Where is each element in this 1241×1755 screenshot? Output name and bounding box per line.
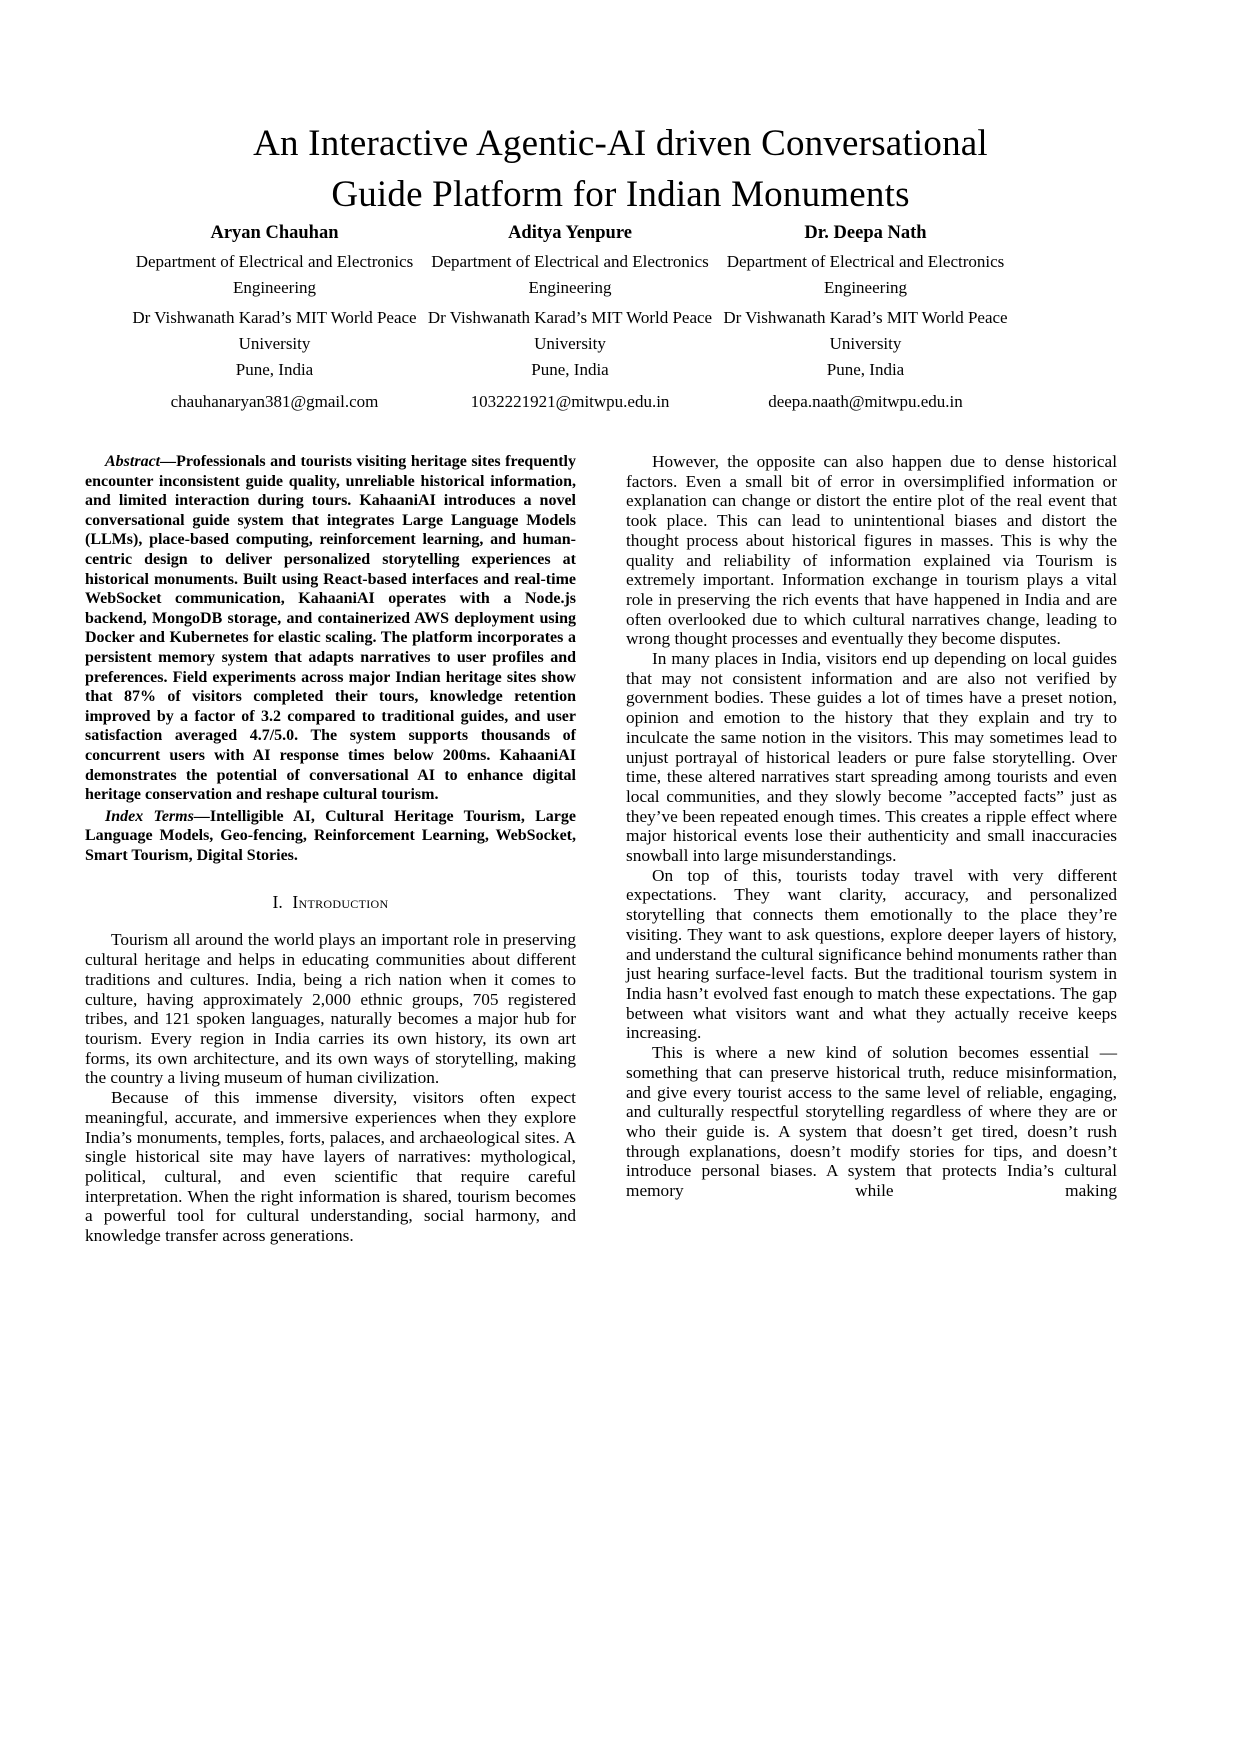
author-university: Dr Vishwanath Karad’s MIT World Peace University [427, 308, 713, 353]
author-location: Pune, India [531, 360, 609, 379]
author-email: 1032221921@mitwpu.edu.in [470, 392, 670, 411]
author-university: Dr Vishwanath Karad’s MIT World Peace University [723, 308, 1008, 353]
author-university: Dr Vishwanath Karad’s MIT World Peace University [132, 308, 417, 353]
body-columns [85, 452, 1117, 1246]
author-email: deepa.naath@mitwpu.edu.in [768, 392, 963, 411]
author-department: Department of Electrical and Electronics Engineering [431, 252, 709, 297]
abstract-paragraph [85, 452, 576, 805]
introduction-paragraph-1: Tourism all around the world plays an important role in preserving cultural heritage and helps in educating communities about different traditions and cultures. India, being a rich nation when it comes to culture, having approximately 2,000 ethnic groups, 705 registered tribes, and 121 spoken languages, naturally becomes a major hub for tourism. Every region in India carries its own history, its own art forms, its own architecture, and its own ways of storytelling, making the country a living museum of human civilization. [85, 930, 576, 1088]
author-name: Aditya Yenpure [508, 223, 632, 243]
introduction-paragraph-2: Because of this immense diversity, visitors often expect meaningful, accurate, and immersive experiences when they explore India’s monuments, temples, forts, palaces, and archaeological sites. A single historical site may have layers of narratives: mythological, political, cultural, and even scientific that require careful interpretation. When the right information is shared, tourism becomes a powerful tool for cultural understanding, social harmony, and knowledge transfer across generations. [85, 1088, 576, 1246]
author-department: Department of Electrical and Electronics Engineering [135, 252, 414, 297]
paper-title-line-1: An Interactive Agentic-AI driven Conversational [253, 122, 988, 164]
left-column [85, 452, 576, 1246]
index-terms-paragraph [85, 807, 576, 866]
author-name: Aryan Chauhan [210, 223, 339, 243]
index-terms-text: Intelligible AI, Cultural Heritage Tourism, Large Language Models, Geo-fencing, Reinforcement Learning, WebSocket, Smart Tourism, Digital Stories. [85, 807, 577, 864]
right-column [626, 452, 1117, 1246]
index-terms-label: Index Terms— [105, 807, 210, 825]
abstract-text: Professionals and tourists visiting heritage sites frequently encounter inconsistent guide quality, unreliable historical information, and limited interaction during tours. KahaaniAI introduces a novel conversational guide system that integrates Large Language Models (LLMs), place-based computing, reinforcement learning, and human-centric design to deliver personalized storytelling experiences at historical monuments. Built using React-based interfaces and real-time WebSocket communication, KahaaniAI operates with a Node.js backend, MongoDB storage, and containerized AWS deployment using Docker and Kubernetes for elastic scaling. The platform incorporates a persistent memory system that adapts narratives to user profiles and preferences. Field experiments across major Indian heritage sites show that 87% of visitors completed their tours, knowledge retention improved by a factor of 3.2 compared to traditional guides, and user satisfaction averaged 4.7/5.0. The system supports thousands of concurrent users with AI response times below 200ms. KahaaniAI demonstrates the potential of conversational AI to enhance digital heritage conservation and reshape cultural tourism. [85, 453, 576, 804]
right-column-paragraph-3: On top of this, tourists today travel with very different expectations. They want clarity, accuracy, and personalized storytelling that connects them emotionally to the place they’re visiting. They want to ask questions, explore deeper layers of history, and understand the cultural significance behind monuments rather than just hearing surface-level facts. But the traditional tourism system in India hasn’t evolved fast enough to match these expectations. The gap between what visitors want and what they actually receive keeps increasing. [626, 865, 1117, 1043]
paper-title [0, 118, 1241, 220]
author-block-2 [424, 220, 717, 415]
author-department: Department of Electrical and Electronics Engineering [726, 252, 1005, 297]
section-number: I. [272, 892, 283, 913]
right-column-paragraph-2: In many places in India, visitors end up depending on local guides that may not consistent information and are also not verified by government bodies. These guides a lot of times have a preset notion, opinion and emotion to the history that they explain and try to inculcate the same notion in the visitors. This may sometimes lead to unjust portrayal of historical leaders or pure false storytelling. Over time, these altered narratives start spreading among tourists and even local communities, and they slowly become ”accepted facts” just as they’ve been repeated enough times. This creates a ripple effect where major historical events lose their authenticity and small inaccuracies snowball into large misunderstandings. [626, 649, 1117, 866]
author-block-row [128, 220, 1012, 415]
paper-title-line-2: Guide Platform for Indian Monuments [331, 173, 910, 215]
right-column-paragraph-4: This is where a new kind of solution becomes essential — something that can preserve historical truth, reduce misinformation, and give every tourist access to the same level of reliable, engaging, and culturally respectful storytelling regardless of where they are or who their guide is. A system that doesn’t get tired, doesn’t rush through explanations, doesn’t modify stories for tips, and doesn’t introduce personal biases. A system that protects India’s cultural memory while making [626, 1043, 1117, 1201]
right-column-paragraph-1: However, the opposite can also happen due to dense historical factors. Even a small bit of error in oversimplified information or explanation can change or distort the entire plot of the real event that took place. This can lead to unintentional biases and distort the thought process about historical figures in masses. This is why the quality and reliability of information explained via Tourism is extremely important. Information exchange in tourism plays a vital role in preserving the rich events that have happened in India and are often overlooked due to which cultural narratives change, leading to wrong thought processes and eventually they become disputes. [626, 452, 1117, 649]
author-block-3 [719, 220, 1012, 415]
section-heading-introduction [85, 892, 576, 913]
author-location: Pune, India [235, 360, 314, 379]
author-location: Pune, India [826, 360, 905, 379]
author-email: chauhanaryan381@gmail.com [170, 392, 379, 411]
section-title: Introduction [292, 892, 389, 913]
author-block-1 [128, 220, 421, 415]
abstract-label: Abstract— [105, 453, 177, 470]
author-name: Dr. Deepa Nath [804, 223, 927, 243]
